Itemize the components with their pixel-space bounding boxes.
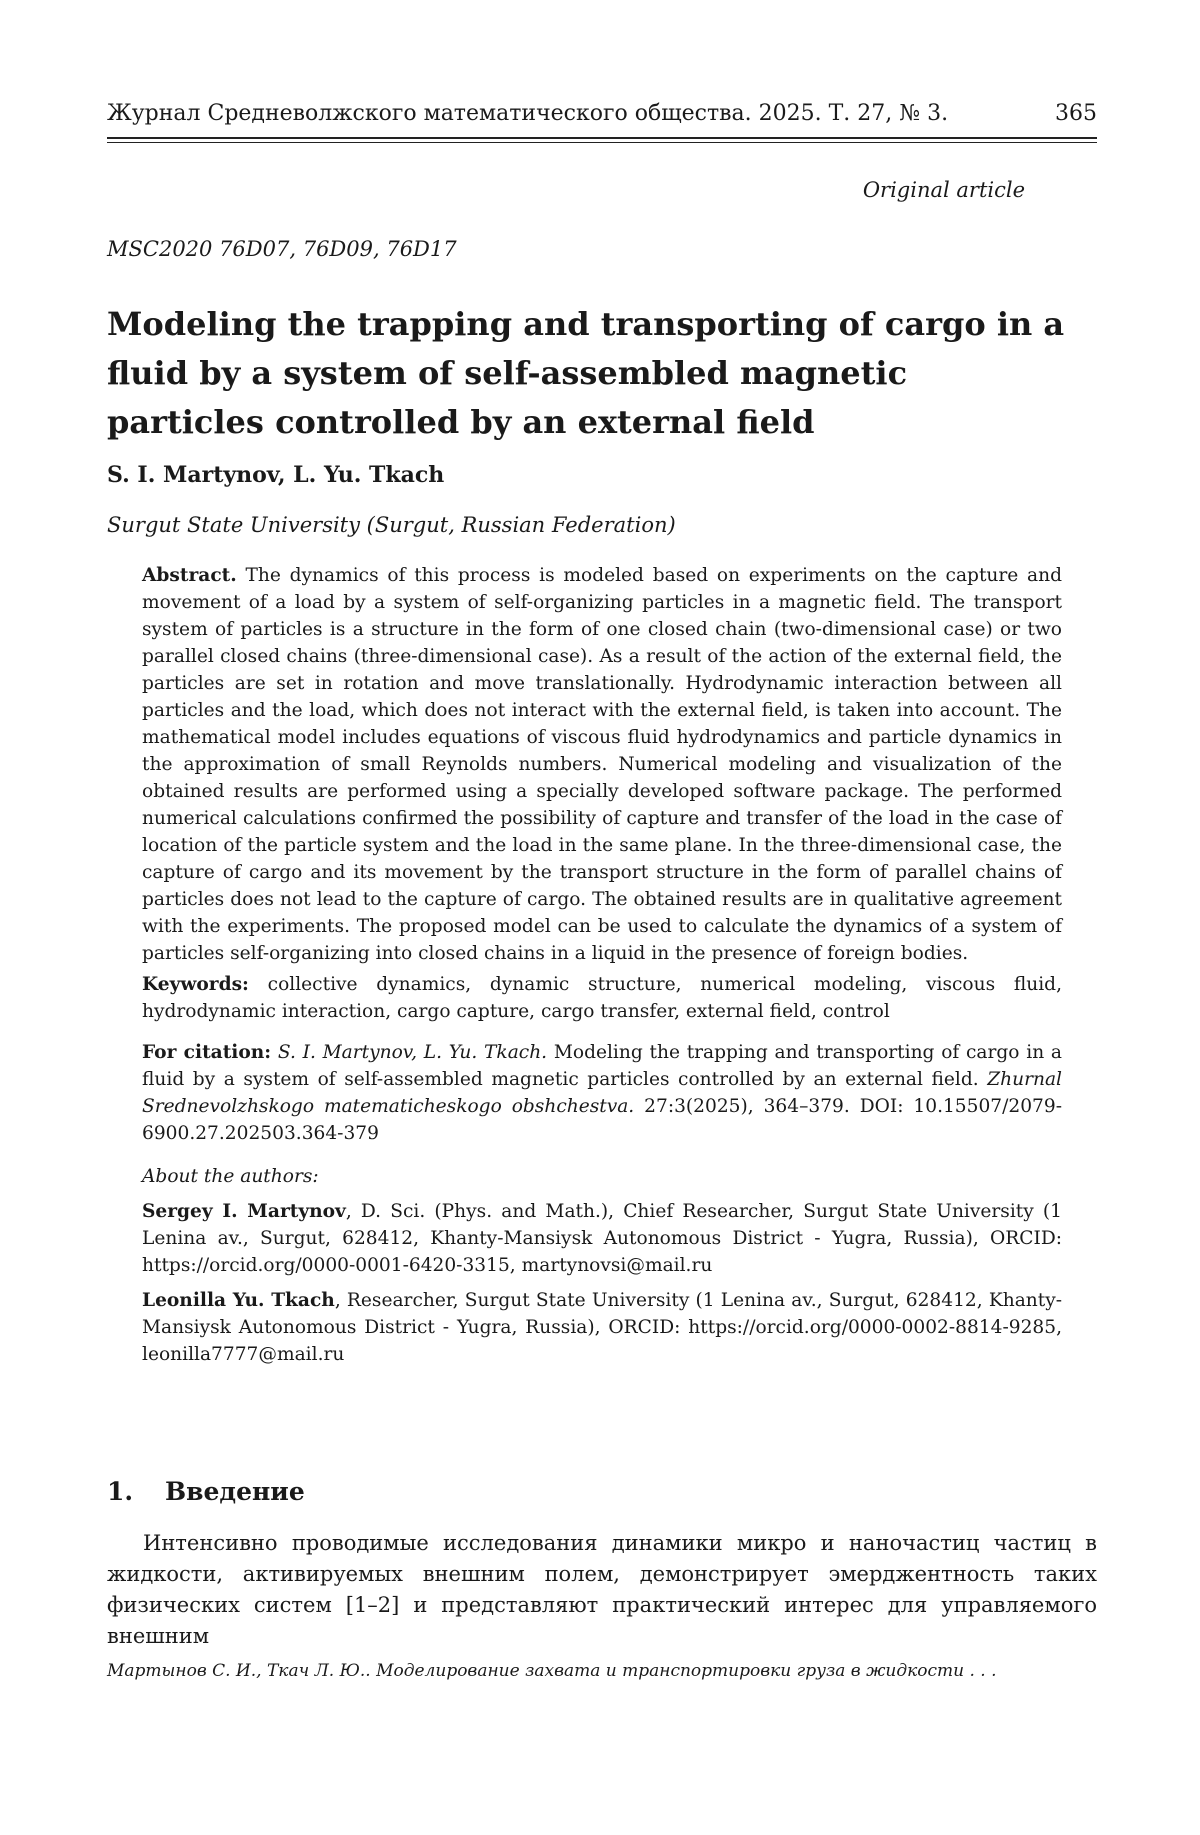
section-number: 1.: [107, 1477, 134, 1506]
abstract: [142, 562, 1062, 967]
header-rule-thick: [107, 137, 1097, 139]
header-rule-thin: [107, 142, 1097, 143]
citation-authors: S. I. Martynov, L. Yu. Tkach.: [277, 1042, 548, 1063]
intro-paragraph: Интенсивно проводимые исследования динамики микро и наночастиц частиц в жидкости, активируемых внешним полем, демонстрирует эмерджентность таких физических систем [1–2] и представляют практический интерес для управляемого внешним: [107, 1531, 1097, 1648]
author-bio: [142, 1287, 1062, 1368]
section-heading: [107, 1477, 305, 1506]
keywords-label: Keywords:: [142, 974, 249, 995]
running-head: [107, 101, 1097, 126]
citation: [142, 1039, 1062, 1147]
author-bio-details: , Researcher, Surgut State University (1 Lenina av., Surgut, 628412, Khanty-Mansiysk Autonomous District - Yugra, Russia), ORCID: https://orcid.org/0000-0002-8814-9285, leonilla7777@mail.ru: [142, 1290, 1063, 1365]
citation-label: For citation:: [142, 1042, 272, 1063]
article-title: Modeling the trapping and transporting of cargo in a fluid by a system of self-assembled magnetic particles controlled by an external field: [107, 305, 1065, 441]
page-number: 365: [1055, 101, 1097, 126]
author-bio-details: , D. Sci. (Phys. and Math.), Chief Researcher, Surgut State University (1 Lenina av., Surgut, 628412, Khanty-Mansiysk Autonomous District - Yugra, Russia), ORCID: https://orcid.org/0000-0001-6420-3315, martynovsi@mail.ru: [142, 1201, 1062, 1276]
page-footer: Мартынов С. И., Ткач Л. Ю.. Моделирование захвата и транспортировки груза в жидкости . . .: [107, 1661, 997, 1681]
abstract-text: The dynamics of this process is modeled based on experiments on the capture and movement of a load by a system of self-organizing particles in a magnetic field. The transport system of particles is a structure in the form of one closed chain (two-dimensional case) or two parallel closed chains (three-dimensional case). As a result of the action of the external field, the particles are set in rotation and move translationally. Hydrodynamic interaction between all particles and the load, which does not interact with the external field, is taken into account. The mathematical model includes equations of viscous fluid hydrodynamics and particle dynamics in the approximation of small Reynolds numbers. Numerical modeling and visualization of the obtained results are performed using a specially developed software package. The performed numerical calculations confirmed the possibility of capture and transfer of the load in the case of location of the particle system and the load in the same plane. In the three-dimensional case, the capture of cargo and its movement by the transport structure in the form of parallel chains of particles does not lead to the capture of cargo. The obtained results are in qualitative agreement with the experiments. The proposed model can be used to calculate the dynamics of a system of particles self-organizing into closed chains in a liquid in the presence of foreign bodies.: [142, 565, 1062, 964]
about-authors-heading: About the authors:: [142, 1166, 319, 1187]
author-bio-name: Sergey I. Martynov: [142, 1201, 346, 1222]
citation-doi: DOI: 10.15507/2079-6900.27.202503.364-379: [142, 1096, 1062, 1144]
affiliation: Surgut State University (Surgut, Russian Federation): [107, 513, 676, 537]
msc-codes: MSC2020 76D07, 76D09, 76D17: [107, 237, 457, 261]
author-bio-name: Leonilla Yu. Tkach: [142, 1290, 335, 1311]
author-list: S. I. Martynov, L. Yu. Tkach: [107, 462, 445, 488]
citation-journal: Zhurnal Srednevolzhskogo matematicheskogo obshchestva.: [142, 1069, 1062, 1117]
author-bio: [142, 1198, 1062, 1279]
journal-name: Журнал Средневолжского математического общества. 2025. Т. 27, № 3.: [107, 101, 949, 126]
keywords-text: collective dynamics, dynamic structure, numerical modeling, viscous fluid, hydrodynamic interaction, cargo capture, cargo transfer, external field, control: [142, 974, 1062, 1022]
citation-details: 27:3(2025), 364–379.: [644, 1096, 850, 1117]
abstract-label: Abstract.: [142, 565, 237, 586]
article-type: Original article: [862, 178, 1025, 202]
section-title: Введение: [165, 1477, 305, 1506]
keywords: [142, 971, 1062, 1025]
abstract-block: [142, 562, 1062, 1368]
citation-title: Modeling the trapping and transporting of cargo in a fluid by a system of self-assembled magnetic particles controlled by an external field.: [142, 1042, 1062, 1090]
